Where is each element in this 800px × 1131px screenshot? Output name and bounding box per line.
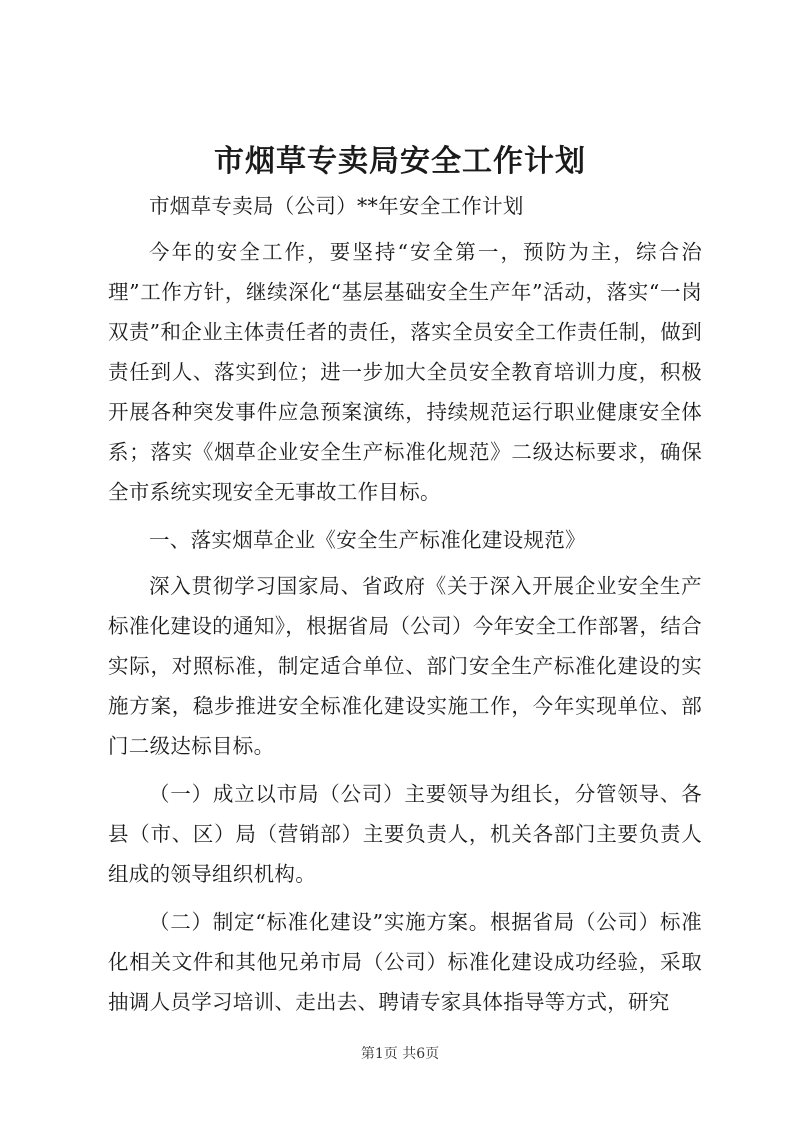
document-title: 市烟草专卖局安全工作计划 <box>214 144 586 179</box>
item-one-paragraph: （一）成立以市局（公司）主要领导为组长，分管领导、各县（市、区）局（营销部）主要负责人，机关各部门主要负责人组成的领导组织机构。 <box>108 782 702 886</box>
section-paragraph: 深入贯彻学习国家局、省政府《关于深入开展企业安全生产标准化建设的通知》，根据省局（公司）今年安全工作部署，结合实际，对照标准，制定适合单位、部门安全生产标准化建设的实施方案，稳步推进安全标准化建设实施工作，今年实现单位、部门二级达标目标。 <box>108 574 702 758</box>
document-body <box>108 186 702 1030</box>
subtitle-paragraph: 市烟草专卖局（公司）**年安全工作计划 <box>149 194 524 218</box>
item-two-paragraph: （二）制定“标准化建设”实施方案。根据省局（公司）标准化相关文件和其他兄弟市局（公司）标准化建设成功经验，采取抽调人员学习培训、走出去、聘请专家具体指导等方式，研究 <box>108 910 702 1014</box>
section-heading: 一、落实烟草企业《安全生产标准化建设规范》 <box>149 528 586 552</box>
page-footer: 第1页 共6页 <box>360 1046 440 1062</box>
intro-paragraph: 今年的安全工作，要坚持“安全第一，预防为主，综合治理”工作方针，继续深化“基层基础安全生产年”活动，落实“一岗双责”和企业主体责任者的责任，落实全员安全工作责任制，做到责任到人、落实到位；进一步加大全员安全教育培训力度，积极开展各种突发事件应急预案演练，持续规范运行职业健康安全体系；落实《烟草企业安全生产标准化规范》二级达标要求，确保全市系统实现安全无事故工作目标。 <box>108 240 702 504</box>
